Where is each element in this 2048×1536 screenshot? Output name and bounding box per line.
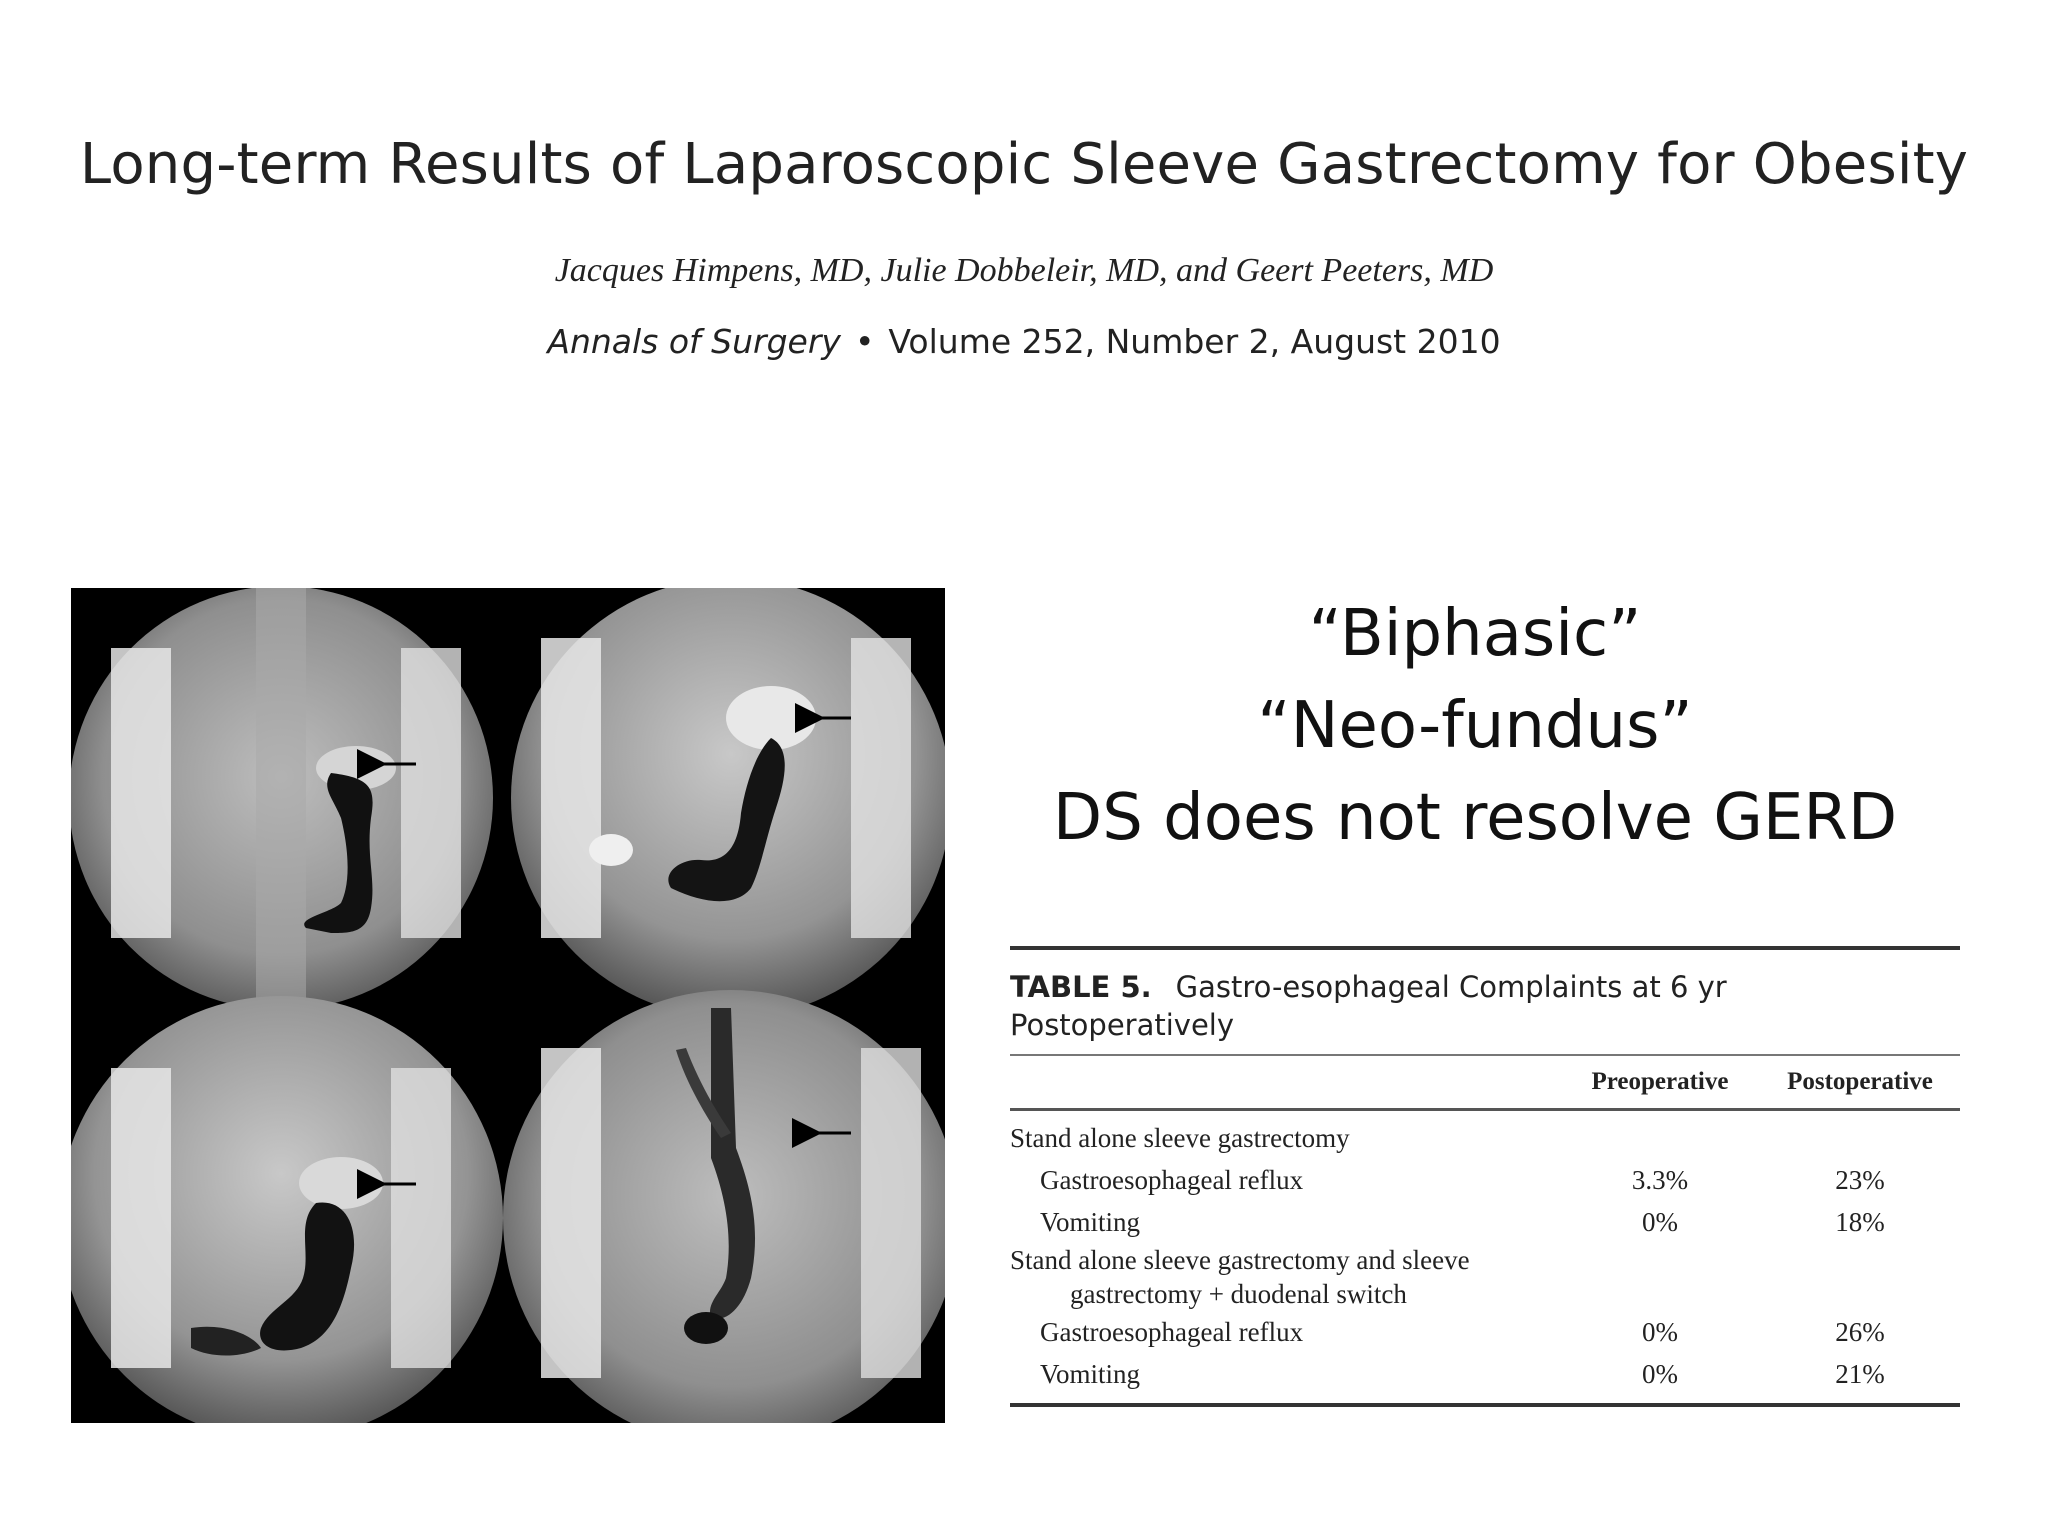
note-biphasic: “Biphasic” bbox=[1308, 597, 1642, 671]
table-label: TABLE 5. bbox=[1010, 970, 1152, 1004]
cell-postoperative: 23% bbox=[1835, 1164, 1885, 1195]
journal-citation bbox=[0, 322, 2048, 361]
journal-separator: • bbox=[854, 322, 875, 361]
cell-postoperative: 26% bbox=[1835, 1316, 1885, 1347]
group-label-line1: Stand alone sleeve gastrectomy and sleeve bbox=[1010, 1245, 1470, 1275]
row-label: Gastroesophageal reflux bbox=[1040, 1316, 1304, 1347]
row-label: Vomiting bbox=[1040, 1358, 1141, 1389]
table-caption-line2: Postoperatively bbox=[1010, 1008, 1235, 1042]
table-group-row bbox=[1010, 1117, 1960, 1159]
group-label bbox=[1010, 1243, 1960, 1311]
note-ds-gerd: DS does not resolve GERD bbox=[1052, 781, 1898, 855]
table-row bbox=[1010, 1353, 1960, 1395]
table-header-row bbox=[1010, 1056, 1960, 1108]
header-postoperative: Postoperative bbox=[1787, 1068, 1933, 1095]
authors-line: Jacques Himpens, MD, Julie Dobbeleir, MD, and Geert Peeters, MD bbox=[554, 252, 1494, 289]
paper-title: Long-term Results of Laparoscopic Sleeve Gastrectomy for Obesity bbox=[79, 132, 1969, 197]
xray-top-right bbox=[511, 588, 945, 1018]
note-neo-fundus: “Neo-fundus” bbox=[1257, 689, 1693, 763]
row-label: Gastroesophageal reflux bbox=[1040, 1164, 1304, 1195]
slide-notes bbox=[1000, 588, 1950, 864]
table-group-row bbox=[1010, 1243, 1960, 1311]
cell-preoperative: 0% bbox=[1642, 1316, 1678, 1347]
table-caption-line1: Gastro-esophageal Complaints at 6 yr bbox=[1175, 970, 1727, 1004]
xray-bottom-left bbox=[71, 996, 503, 1423]
gerd-table bbox=[1010, 946, 1960, 1407]
table-bottom-rule bbox=[1010, 1403, 1960, 1407]
xray-image-panel bbox=[71, 588, 945, 1423]
cell-preoperative: 0% bbox=[1642, 1206, 1678, 1237]
group-label: Stand alone sleeve gastrectomy bbox=[1010, 1123, 1350, 1153]
xray-top-left bbox=[71, 588, 493, 1010]
table-row bbox=[1010, 1311, 1960, 1353]
table-caption bbox=[1010, 950, 1960, 1054]
table-body bbox=[1010, 1111, 1960, 1403]
xray-bottom-right bbox=[503, 990, 945, 1423]
group-label-line2: gastrectomy + duodenal switch bbox=[1070, 1279, 1407, 1309]
cell-preoperative: 3.3% bbox=[1631, 1164, 1689, 1195]
header-preoperative: Preoperative bbox=[1591, 1068, 1729, 1095]
journal-name: Annals of Surgery bbox=[547, 322, 841, 361]
barium-swallow-xrays bbox=[71, 588, 945, 1423]
table-row bbox=[1010, 1159, 1960, 1201]
row-label: Vomiting bbox=[1040, 1206, 1141, 1237]
cell-preoperative: 0% bbox=[1642, 1358, 1678, 1389]
journal-details: Volume 252, Number 2, August 2010 bbox=[888, 322, 1501, 361]
cell-postoperative: 18% bbox=[1835, 1206, 1885, 1237]
cell-postoperative: 21% bbox=[1835, 1358, 1885, 1389]
table-row bbox=[1010, 1201, 1960, 1243]
